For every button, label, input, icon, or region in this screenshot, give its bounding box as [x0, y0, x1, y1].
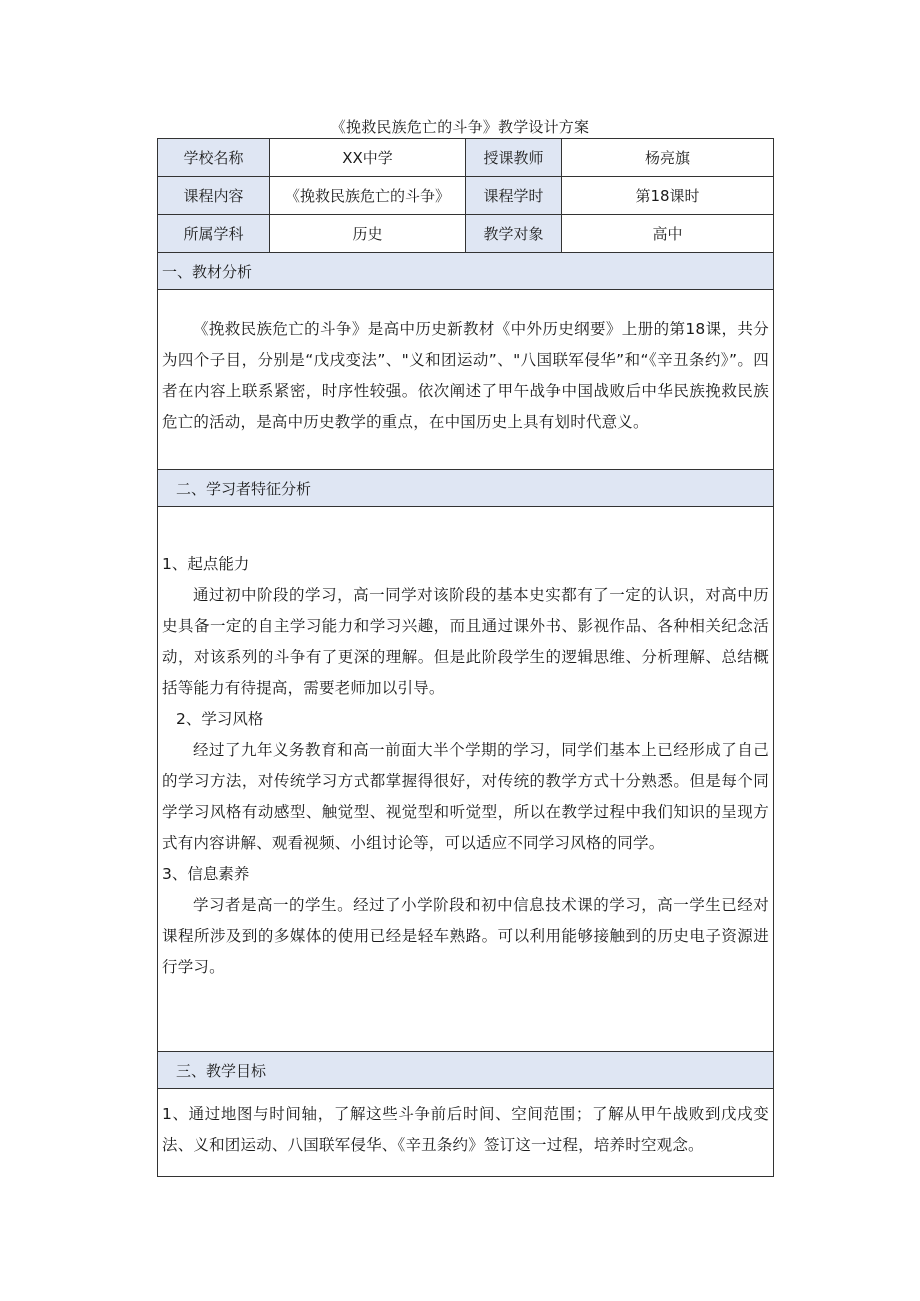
textbook-analysis-body — [158, 290, 773, 469]
school-name-label: 学校名称 — [158, 139, 270, 176]
teaching-objectives-body — [158, 1089, 773, 1176]
learner-analysis-body — [158, 507, 773, 1051]
learner-analysis-heading: 二、学习者特征分析 — [158, 470, 773, 506]
teaching-objectives-heading: 三、教学目标 — [158, 1052, 773, 1088]
course-content-label: 课程内容 — [158, 177, 270, 214]
textbook-analysis-heading: 一、教材分析 — [158, 253, 773, 289]
info-row-subject — [158, 215, 773, 253]
course-hours-value: 第18课时 — [635, 187, 700, 205]
section-body-row — [158, 507, 773, 1052]
info-row-school — [158, 139, 773, 177]
subject-value: 历史 — [270, 215, 466, 252]
information-literacy-text: 学习者是高一的学生。经过了小学阶段和初中信息技术课的学习，高一学生已经对课程所涉及到的多媒体的使用已经是轻车熟路。可以利用能够接触到的历史电子资源进行学习。 — [162, 896, 769, 976]
starting-ability-title: 1、起点能力 — [162, 555, 250, 573]
section-body-row — [158, 1089, 773, 1176]
starting-ability-text: 通过初中阶段的学习，高一同学对该阶段的基本史实都有了一定的认识，对高中历史具备一定的自主学习能力和学习兴趣，而且通过课外书、影视作品、各种相关纪念活动，对该系列的斗争有了更深的理解。但是此阶段学生的逻辑思维、分析理解、总结概括等能力有待提高，需要老师加以引导。 — [162, 586, 769, 697]
course-content-value: 《挽救民族危亡的斗争》 — [270, 177, 466, 214]
lesson-plan-table — [157, 138, 774, 1177]
objective-item-1: 1、通过地图与时间轴，了解这些斗争前后时间、空间范围；了解从甲午战败到戊戌变法、义和团运动、八国联军侵华、《辛丑条约》签订这一过程，培养时空观念。 — [162, 1105, 769, 1154]
school-name-value: XX中学 — [270, 139, 466, 176]
information-literacy-title: 3、信息素养 — [162, 865, 250, 883]
section-heading-row — [158, 253, 773, 290]
audience-label: 教学对象 — [466, 215, 562, 252]
course-hours-label: 课程学时 — [466, 177, 562, 214]
learning-style-title: 2、学习风格 — [176, 710, 264, 728]
textbook-analysis-paragraph: 《挽救民族危亡的斗争》是高中历史新教材《中外历史纲要》上册的第18课，共分为四个子目，分别是“戊戌变法”、"义和团运动”、"八国联军侵华”和“《辛丑条约》”。四者在内容上联系紧密，时序性较强。依次阐述了甲午战争中国战败后中华民族挽救民族危亡的活动，是高中历史教学的重点，在中国历史上具有划时代意义。 — [162, 320, 769, 431]
section-heading-row — [158, 1052, 773, 1089]
section-body-row — [158, 290, 773, 470]
audience-value: 高中 — [652, 225, 683, 243]
section-heading-row — [158, 470, 773, 507]
document-title: 《挽救民族危亡的斗争》教学设计方案 — [330, 118, 590, 136]
info-row-course — [158, 177, 773, 215]
subject-label: 所属学科 — [158, 215, 270, 252]
learning-style-text: 经过了九年义务教育和高一前面大半个学期的学习，同学们基本上已经形成了自己的学习方法，对传统学习方式都掌握得很好，对传统的教学方式十分熟悉。但是每个同学学习风格有动感型、触觉型、视觉型和听觉型，所以在教学过程中我们知识的呈现方式有内容讲解、观看视频、小组讨论等，可以适应不同学习风格的同学。 — [162, 741, 769, 852]
teacher-label: 授课教师 — [466, 139, 562, 176]
teacher-value: 杨亮旗 — [644, 149, 690, 167]
